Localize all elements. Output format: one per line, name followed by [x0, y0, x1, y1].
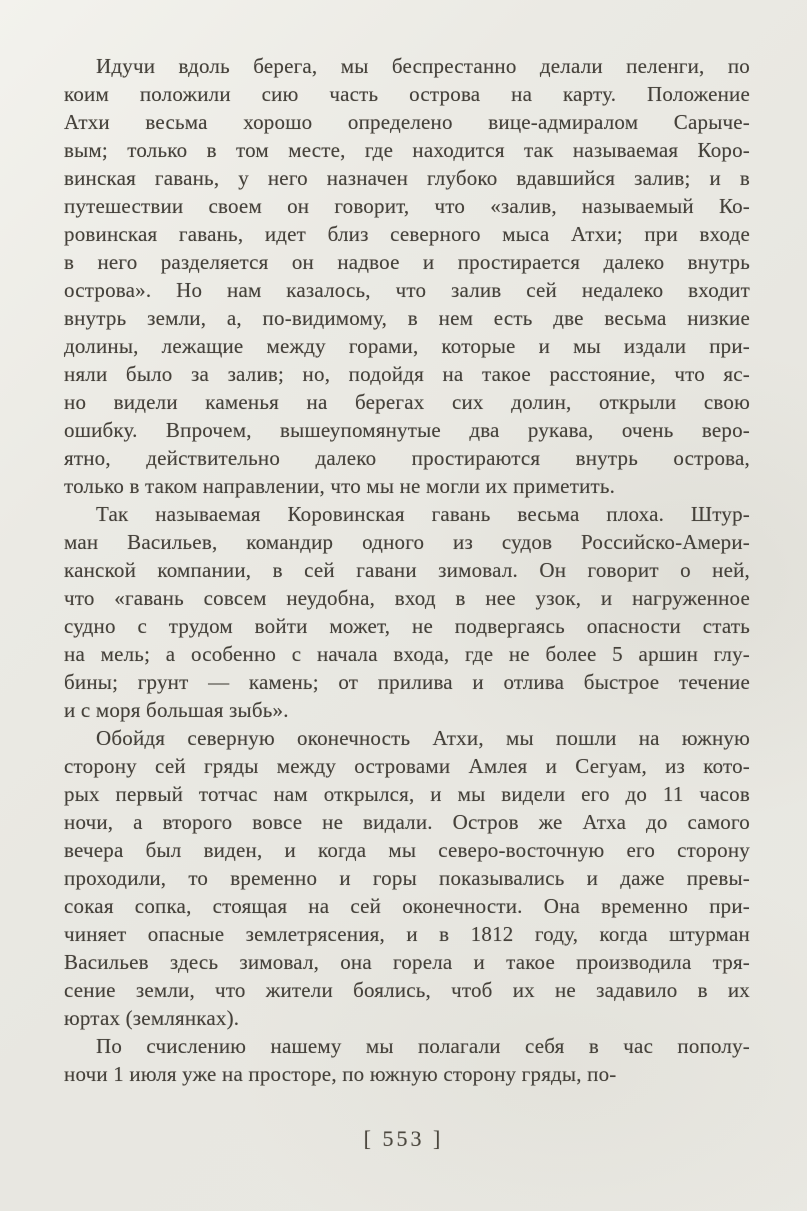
text-line: канской компании, в сей гавани зимовал. Он говорит о ней,: [64, 558, 750, 582]
text-line: вым; только в том месте, где находится так называемая Коро-: [64, 138, 750, 162]
text-line: рых первый тотчас нам открылся, и мы видели его до 11 часов: [64, 782, 750, 806]
text-line: сокая сопка, стоящая на сей оконечности. Она временно при-: [64, 894, 750, 918]
text-line: ровинская гавань, идет близ северного мыса Атхи; при входе: [64, 222, 750, 246]
text-line: только в таком направлении, что мы не могли их приметить.: [64, 474, 616, 498]
text-line: ятно, действительно далеко простираются внутрь острова,: [64, 446, 750, 470]
text-line: на мель; а особенно с начала входа, где не более 5 аршин глу-: [64, 642, 750, 666]
text-line: сение земли, что жители боялись, чтоб их не задавило в их: [64, 978, 750, 1002]
text-line: чиняет опасные землетрясения, и в 1812 году, когда штурман: [64, 922, 750, 946]
text-line: Идучи вдоль берега, мы беспрестанно делали пеленги, по: [96, 54, 750, 78]
text-line: путешествии своем он говорит, что «залив, называемый Ко-: [64, 194, 750, 218]
text-line: ман Васильев, командир одного из судов Российско-Амери-: [64, 530, 750, 554]
text-line: Обойдя северную оконечность Атхи, мы пошли на южную: [96, 726, 750, 750]
text-line: няли было за залив; но, подойдя на такое расстояние, что яс-: [64, 362, 750, 386]
text-line: и с моря большая зыбь».: [64, 698, 289, 722]
text-line: внутрь земли, а, по-видимому, в нем есть две весьма низкие: [64, 306, 750, 330]
text-line: ночи, а второго вовсе не видали. Остров же Атха до самого: [64, 810, 750, 834]
text-line: коим положили сию часть острова на карту. Положение: [64, 82, 750, 106]
text-line: Атхи весьма хорошо определено вице-адмиралом Сарыче-: [64, 110, 750, 134]
paragraph: [64, 500, 750, 724]
text-line: острова». Но нам казалось, что залив сей недалеко входит: [64, 278, 750, 302]
text-line: Так называемая Коровинская гавань весьма плоха. Штур-: [96, 502, 750, 526]
text-line: бины; грунт — камень; от прилива и отлива быстрое течение: [64, 670, 750, 694]
paragraph: [64, 52, 750, 500]
text-line: винская гавань, у него назначен глубоко вдавшийся залив; и в: [64, 166, 750, 190]
text-line: сторону сей гряды между островами Амлея и Сегуам, из кото-: [64, 754, 750, 778]
text-line: ошибку. Впрочем, вышеупомянутые два рукава, очень веро-: [64, 418, 750, 442]
paragraph: [64, 1032, 750, 1088]
text-line: но видели каменья на берегах сих долин, открыли свою: [64, 390, 750, 414]
page-number: [ 553 ]: [363, 1126, 444, 1151]
text-line: что «гавань совсем неудобна, вход в нее узок, и нагруженное: [64, 586, 750, 610]
text-line: ночи 1 июля уже на просторе, по южную сторону гряды, по-: [64, 1062, 617, 1086]
text-line: Васильев здесь зимовал, она горела и такое производила тря-: [64, 950, 750, 974]
text-line: судно с трудом войти может, не подвергаясь опасности стать: [64, 614, 750, 638]
text-line: в него разделяется он надвое и простирается далеко внутрь: [64, 250, 750, 274]
text-line: проходили, то временно и горы показывались и даже превы-: [64, 866, 750, 890]
paragraph: [64, 724, 750, 1032]
text-line: По счислению нашему мы полагали себя в час пополу-: [96, 1034, 750, 1058]
text-block: [64, 52, 750, 1088]
text-line: долины, лежащие между горами, которые и мы издали при-: [64, 334, 750, 358]
text-line: вечера был виден, и когда мы северо-восточную его сторону: [64, 838, 750, 862]
text-line: юртах (землянках).: [64, 1006, 240, 1030]
